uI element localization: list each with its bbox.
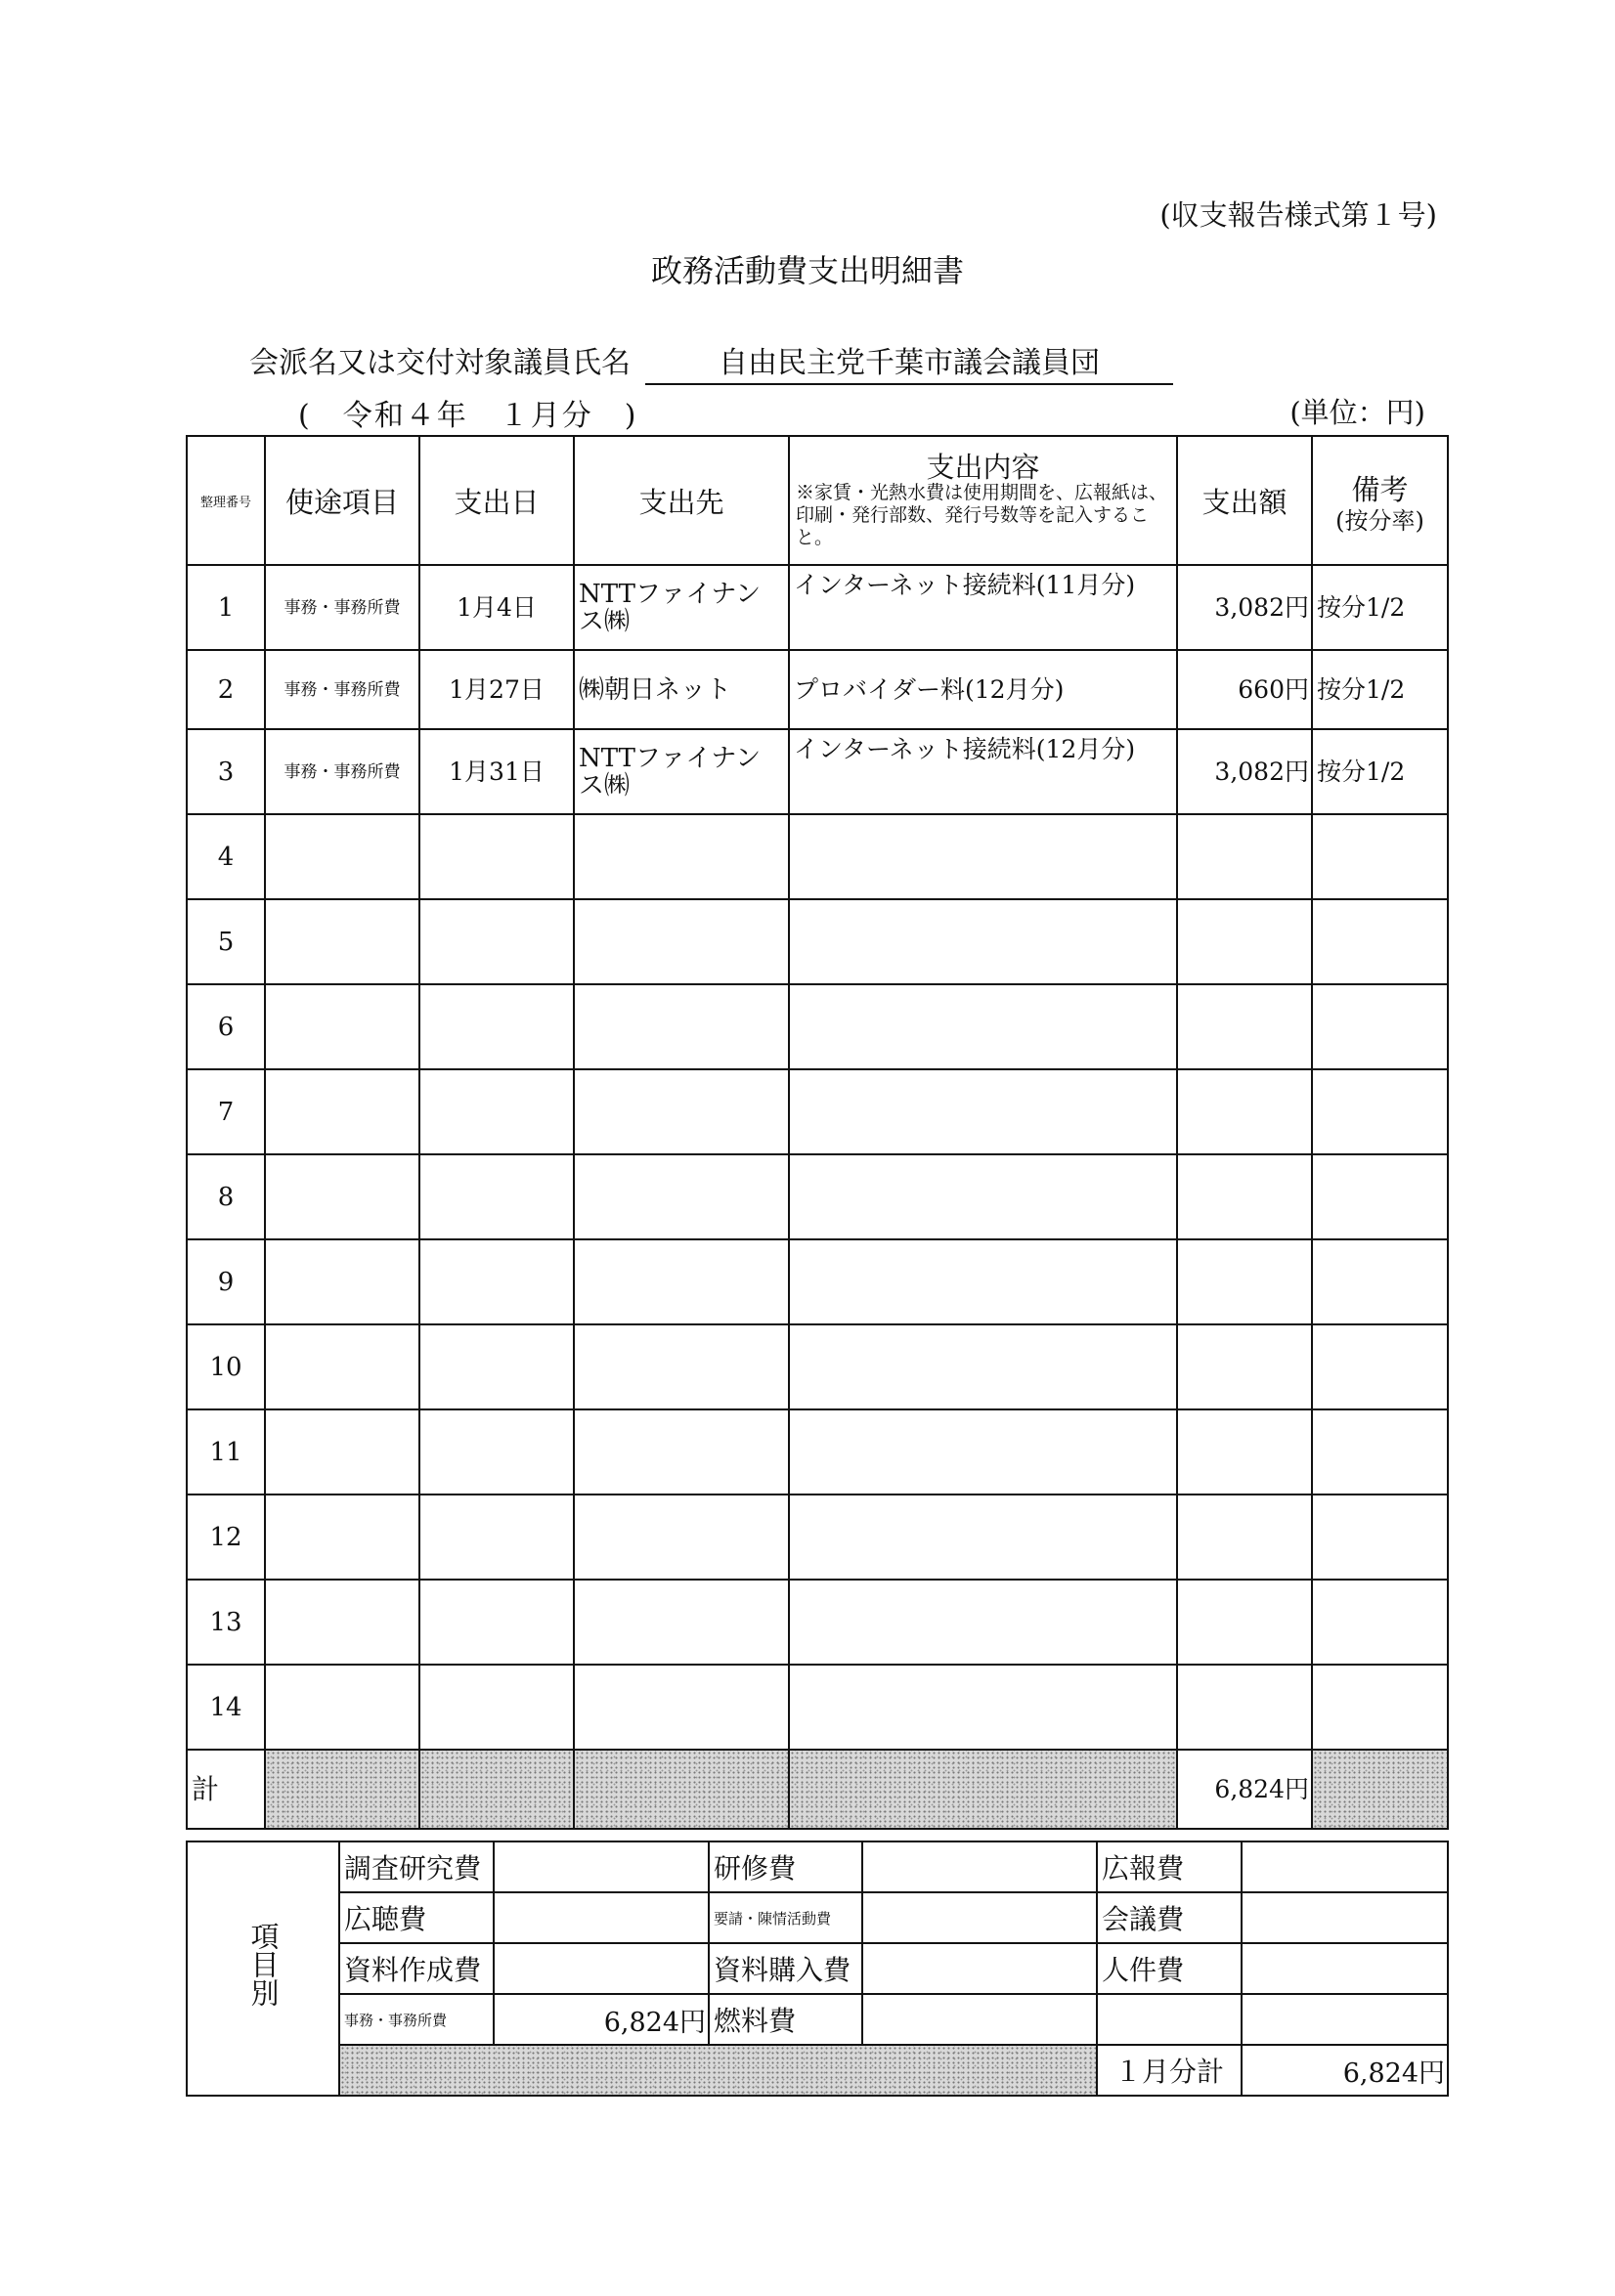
row-remark [1312, 1324, 1448, 1409]
row-purpose [265, 1239, 419, 1324]
row-number: 9 [187, 1239, 265, 1324]
document-title: 政務活動費支出明細書 [650, 252, 964, 289]
row-date [419, 814, 574, 899]
category-office-value: 6,824円 [494, 1994, 709, 2045]
row-purpose [265, 1324, 419, 1409]
row-payee [574, 1324, 789, 1409]
category-training-value [862, 1841, 1097, 1892]
row-amount [1177, 1324, 1312, 1409]
table-row [187, 1495, 1448, 1580]
row-number: 4 [187, 814, 265, 899]
row-amount [1177, 1665, 1312, 1750]
row-remark: 按分1/2 [1312, 650, 1448, 729]
row-remark [1312, 1154, 1448, 1239]
row-remark [1312, 899, 1448, 984]
row-content: プロバイダー料(12月分) [789, 650, 1177, 729]
row-purpose [265, 1665, 419, 1750]
table-header-row [187, 436, 1448, 565]
row-date [419, 1495, 574, 1580]
row-purpose [265, 1069, 419, 1154]
empty-cell [1242, 1994, 1448, 2045]
table-row [187, 1409, 1448, 1495]
row-number: 7 [187, 1069, 265, 1154]
month-total-value: 6,824円 [1242, 2045, 1448, 2096]
row-remark [1312, 1069, 1448, 1154]
row-content [789, 1495, 1177, 1580]
category-fuel: 燃料費 [709, 1994, 862, 2045]
row-content [789, 1665, 1177, 1750]
row-amount [1177, 814, 1312, 899]
faction-label: 会派名又は交付対象議員氏名 [249, 346, 631, 380]
row-remark [1312, 814, 1448, 899]
table-row [187, 1665, 1448, 1750]
row-payee [574, 814, 789, 899]
row-number: 8 [187, 1154, 265, 1239]
category-petition: 要請・陳情活動費 [709, 1892, 862, 1943]
category-hearing: 広聴費 [339, 1892, 494, 1943]
table-row [187, 1580, 1448, 1665]
category-office: 事務・事務所費 [339, 1994, 494, 2045]
row-purpose [265, 1154, 419, 1239]
faction-name: 自由民主党千葉市議会議員団 [645, 338, 1173, 385]
category-research-value [494, 1841, 709, 1892]
row-payee [574, 1154, 789, 1239]
row-date: 1月4日 [419, 565, 574, 650]
category-petition-value [862, 1892, 1097, 1943]
row-amount [1177, 1154, 1312, 1239]
row-date [419, 899, 574, 984]
table-row [187, 814, 1448, 899]
row-amount: 3,082円 [1177, 565, 1312, 650]
row-number: 14 [187, 1665, 265, 1750]
row-content [789, 1069, 1177, 1154]
month-total-label: １月分計 [1097, 2045, 1242, 2096]
category-training: 研修費 [709, 1841, 862, 1892]
row-date [419, 1069, 574, 1154]
row-number: 1 [187, 565, 265, 650]
category-pr-value [1242, 1841, 1448, 1892]
header-remarks-label: 備考 [1351, 472, 1409, 506]
shaded-cell [265, 1750, 419, 1829]
row-date [419, 984, 574, 1069]
row-remark [1312, 1495, 1448, 1580]
row-amount: 660円 [1177, 650, 1312, 729]
row-purpose [265, 1495, 419, 1580]
category-materials-purchase: 資料購入費 [709, 1943, 862, 1994]
row-payee [574, 1239, 789, 1324]
row-amount [1177, 1580, 1312, 1665]
category-research: 調査研究費 [339, 1841, 494, 1892]
row-number: 2 [187, 650, 265, 729]
table-row [187, 1324, 1448, 1409]
category-meeting: 会議費 [1097, 1892, 1242, 1943]
row-number: 3 [187, 729, 265, 814]
header-payee: 支出先 [574, 436, 789, 565]
table-row [187, 1154, 1448, 1239]
row-date [419, 1154, 574, 1239]
row-purpose: 事務・事務所費 [265, 729, 419, 814]
header-date: 支出日 [419, 436, 574, 565]
category-meeting-value [1242, 1892, 1448, 1943]
row-purpose [265, 1580, 419, 1665]
header-content [789, 436, 1177, 565]
row-purpose [265, 984, 419, 1069]
category-table [186, 1841, 1449, 2097]
row-remark [1312, 984, 1448, 1069]
row-payee [574, 984, 789, 1069]
unit-label: (単位：円) [1289, 396, 1425, 429]
category-side-label [187, 1841, 339, 2096]
row-remark [1312, 1665, 1448, 1750]
row-number: 12 [187, 1495, 265, 1580]
row-payee [574, 1069, 789, 1154]
row-purpose [265, 899, 419, 984]
row-purpose: 事務・事務所費 [265, 650, 419, 729]
row-number: 11 [187, 1409, 265, 1495]
row-purpose: 事務・事務所費 [265, 565, 419, 650]
row-amount [1177, 984, 1312, 1069]
total-row [187, 1750, 1448, 1829]
table-row [187, 729, 1448, 814]
shaded-cell [1312, 1750, 1448, 1829]
category-materials-making-value [494, 1943, 709, 1994]
row-number: 5 [187, 899, 265, 984]
header-amount: 支出額 [1177, 436, 1312, 565]
category-materials-making: 資料作成費 [339, 1943, 494, 1994]
total-amount: 6,824円 [1177, 1750, 1312, 1829]
row-content [789, 814, 1177, 899]
table-row [187, 984, 1448, 1069]
table-row [187, 565, 1448, 650]
row-amount [1177, 899, 1312, 984]
row-content: インターネット接続料(12月分) [789, 729, 1177, 814]
row-purpose [265, 814, 419, 899]
row-amount: 3,082円 [1177, 729, 1312, 814]
row-remark: 按分1/2 [1312, 729, 1448, 814]
category-pr: 広報費 [1097, 1841, 1242, 1892]
header-content-label: 支出内容 [926, 450, 1040, 484]
row-amount [1177, 1069, 1312, 1154]
row-number: 6 [187, 984, 265, 1069]
row-remark [1312, 1580, 1448, 1665]
row-content [789, 1324, 1177, 1409]
row-amount [1177, 1409, 1312, 1495]
row-content [789, 1239, 1177, 1324]
row-payee: NTTファイナンス㈱ [574, 565, 789, 650]
header-purpose: 使途項目 [265, 436, 419, 565]
header-number: 整理番号 [187, 436, 265, 565]
empty-cell [1097, 1994, 1242, 2045]
row-number: 10 [187, 1324, 265, 1409]
row-date [419, 1324, 574, 1409]
row-content [789, 1580, 1177, 1665]
row-date [419, 1409, 574, 1495]
table-row [187, 899, 1448, 984]
row-number: 13 [187, 1580, 265, 1665]
category-materials-purchase-value [862, 1943, 1097, 1994]
row-payee [574, 1409, 789, 1495]
row-payee: NTTファイナンス㈱ [574, 729, 789, 814]
row-date [419, 1580, 574, 1665]
shaded-cell [789, 1750, 1177, 1829]
category-personnel: 人件費 [1097, 1943, 1242, 1994]
shaded-cell [339, 2045, 1097, 2096]
shaded-cell [419, 1750, 574, 1829]
total-label: 計 [187, 1750, 265, 1829]
period: ( 令和４年 １月分 ) [298, 399, 638, 433]
row-amount [1177, 1495, 1312, 1580]
category-hearing-value [494, 1892, 709, 1943]
expenditure-table [186, 435, 1449, 1830]
row-content: インターネット接続料(11月分) [789, 565, 1177, 650]
row-payee [574, 1580, 789, 1665]
header-content-note: ※家賃・光熱水費は使用期間を、広報紙は、印刷・発行部数、発行号数等を記入すること。 [796, 481, 1168, 548]
row-remark [1312, 1409, 1448, 1495]
row-payee [574, 1495, 789, 1580]
form-number: (収支報告様式第１号) [1159, 198, 1437, 232]
row-content [789, 1154, 1177, 1239]
row-payee [574, 899, 789, 984]
row-remark [1312, 1239, 1448, 1324]
row-date: 1月31日 [419, 729, 574, 814]
category-side-text: 項目別 [246, 1922, 281, 2007]
row-content [789, 1409, 1177, 1495]
row-date [419, 1665, 574, 1750]
table-row [187, 650, 1448, 729]
row-purpose [265, 1409, 419, 1495]
header-remarks [1312, 436, 1448, 565]
row-remark: 按分1/2 [1312, 565, 1448, 650]
row-payee: ㈱朝日ネット [574, 650, 789, 729]
row-content [789, 984, 1177, 1069]
category-personnel-value [1242, 1943, 1448, 1994]
table-row [187, 1069, 1448, 1154]
category-fuel-value [862, 1994, 1097, 2045]
table-row [187, 1239, 1448, 1324]
shaded-cell [574, 1750, 789, 1829]
row-amount [1177, 1239, 1312, 1324]
row-payee [574, 1665, 789, 1750]
row-date [419, 1239, 574, 1324]
row-date: 1月27日 [419, 650, 574, 729]
header-remarks-sub: (按分率) [1335, 506, 1424, 535]
row-content [789, 899, 1177, 984]
